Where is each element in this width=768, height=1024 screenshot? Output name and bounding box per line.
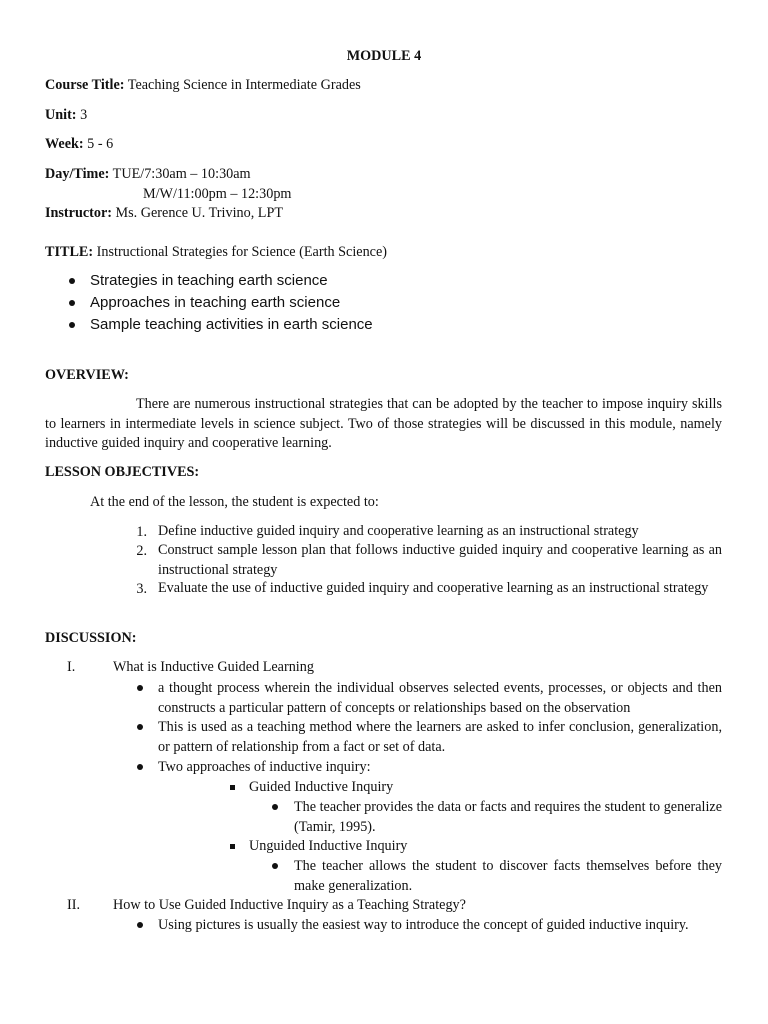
bullet-icon (69, 322, 75, 328)
lesson-title-label: TITLE: (45, 244, 94, 260)
week-value: 5 - 6 (87, 136, 114, 152)
bullet-icon (137, 685, 143, 691)
square-bullet-icon (230, 785, 235, 790)
lesson-title-line (45, 243, 387, 261)
bullet-icon (272, 863, 278, 869)
section-number: II. (67, 897, 80, 913)
approach-detail: The teacher provides the data or facts and requires the student to generalize (Tamir, 1995). (294, 799, 722, 835)
objectives-intro: At the end of the lesson, the student is expected to: (90, 494, 379, 510)
course-title-label: Course Title: (45, 77, 125, 93)
course-title-value: Teaching Science in Intermediate Grades (127, 77, 361, 93)
bullet-icon (69, 278, 75, 284)
daytime-value-2: M/W/11:00pm – 12:30pm (143, 186, 292, 202)
section-number: I. (67, 659, 76, 675)
lesson-title-value: Instructional Strategies for Science (Earth Science) (96, 244, 387, 260)
section-title: What is Inductive Guided Learning (113, 659, 314, 675)
section-title: How to Use Guided Inductive Inquiry as a Teaching Strategy? (113, 897, 466, 913)
approach-item: Unguided Inductive Inquiry (249, 838, 408, 854)
unit-value: 3 (80, 107, 88, 123)
objective-number: 1. (136, 524, 147, 540)
objective-item: Define inductive guided inquiry and cooperative learning as an instructional strategy (158, 523, 639, 539)
approach-item: Guided Inductive Inquiry (249, 779, 394, 795)
instructor-line (45, 204, 283, 222)
daytime-value-1: TUE/7:30am – 10:30am (112, 166, 251, 182)
overview-heading: OVERVIEW: (45, 367, 129, 383)
bullet-icon (272, 804, 278, 810)
instructor-value: Ms. Gerence U. Trivino, LPT (115, 205, 284, 221)
topic-item: Sample teaching activities in earth science (90, 316, 373, 333)
topic-item: Strategies in teaching earth science (90, 272, 328, 289)
objective-item: Construct sample lesson plan that follows inductive guided inquiry and cooperative learning as an instructional strategy (158, 542, 722, 578)
instructor-label: Instructor: (45, 205, 112, 221)
bullet-icon (137, 724, 143, 730)
objective-item: Evaluate the use of inductive guided inquiry and cooperative learning as an instructional strategy (158, 580, 709, 596)
week-line (45, 135, 113, 153)
unit-line (45, 106, 87, 124)
daytime-line (45, 165, 251, 183)
objective-number: 3. (136, 581, 147, 597)
discussion-heading: DISCUSSION: (45, 630, 137, 646)
bullet-icon (137, 764, 143, 770)
square-bullet-icon (230, 844, 235, 849)
unit-label: Unit: (45, 107, 77, 123)
objectives-heading: LESSON OBJECTIVES: (45, 464, 200, 480)
module-title: MODULE 4 (346, 48, 422, 64)
objective-number: 2. (136, 543, 147, 559)
discussion-bullet: a thought process wherein the individual observes selected events, processes, or objects and then constructs a particular pattern of concepts or relationships based on the observation (158, 680, 722, 716)
bullet-icon (137, 922, 143, 928)
discussion-bullet: Using pictures is usually the easiest way to introduce the concept of guided inductive inquiry. (158, 917, 689, 933)
overview-paragraph: There are numerous instructional strategies that can be adopted by the teacher to impose inquiry skills to learners in intermediate levels in science subject. Two of those strategies will be discussed in this module, namely inductive guided inquiry and cooperative learning. (45, 396, 722, 451)
approach-detail: The teacher allows the student to discover facts themselves before they make generalization. (294, 858, 722, 894)
daytime-label: Day/Time: (45, 166, 110, 182)
discussion-bullet: This is used as a teaching method where the learners are asked to infer conclusion, generalization, or pattern of relationship from a fact or set of data. (158, 719, 722, 755)
course-title-line (45, 76, 361, 94)
discussion-bullet: Two approaches of inductive inquiry: (158, 759, 371, 775)
topic-item: Approaches in teaching earth science (90, 294, 341, 311)
bullet-icon (69, 300, 75, 306)
week-label: Week: (45, 136, 84, 152)
